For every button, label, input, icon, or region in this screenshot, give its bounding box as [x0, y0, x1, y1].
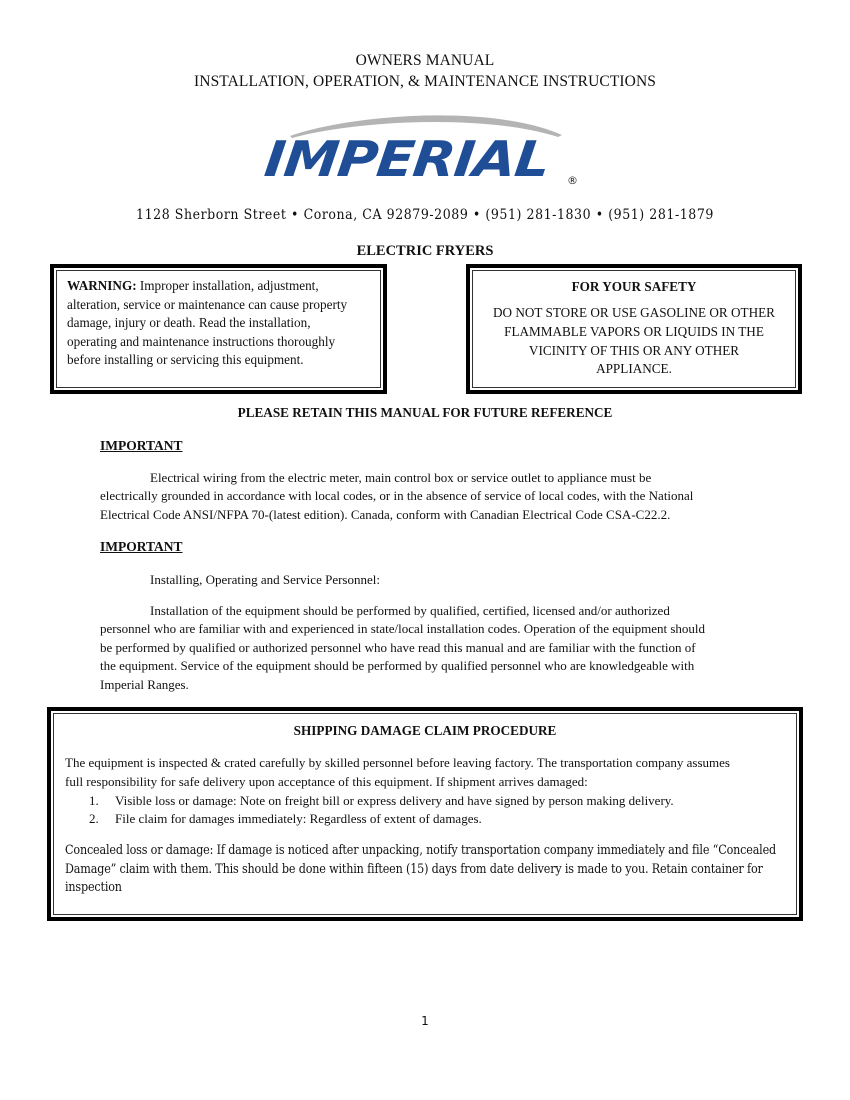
paragraph-line: electrically grounded in accordance with local codes, or in the absence of service of local codes, with the National — [100, 488, 694, 504]
safety-box — [466, 264, 802, 394]
safety-line: DO NOT STORE OR USE GASOLINE OR OTHER — [493, 305, 775, 320]
list-text: File claim for damages immediately: Regardless of extent of damages. — [115, 811, 482, 826]
warning-line: Improper installation, adjustment, — [136, 278, 319, 293]
safety-heading: FOR YOUR SAFETY — [571, 279, 697, 294]
personnel-intro: Installing, Operating and Service Personnel: — [150, 572, 380, 587]
paragraph-line: Concealed loss or damage: If damage is noticed after unpacking, notify transportation company immediately and file “Concealed — [65, 843, 777, 858]
paragraph-line: personnel who are familiar with and experienced in state/local installation codes. Operation of the equipment should — [100, 621, 706, 637]
paragraph-line: Damage” claim with them. This should be done within fifteen (15) days from date delivery is made to you. Retain container for — [65, 861, 763, 877]
paragraph-line: Electrical wiring from the electric meter, main control box or service outlet to appliance must be — [150, 470, 652, 485]
shipping-damage-box — [47, 707, 803, 921]
list-number: 2. — [89, 811, 99, 826]
page-number: 1 — [421, 1014, 429, 1028]
registered-mark: ® — [567, 174, 578, 187]
warning-line: operating and maintenance instructions thoroughly — [67, 333, 336, 349]
logo-wordmark: IMPERIAL — [261, 131, 553, 188]
paragraph-line: full responsibility for safe delivery upon acceptance of this equipment. If shipment arrives damaged: — [65, 773, 588, 789]
safety-text — [470, 304, 798, 379]
paragraph-line: Installation of the equipment should be performed by qualified, certified, licensed and/or authorized — [150, 603, 670, 618]
paragraph-line: The equipment is inspected & crated carefully by skilled personnel before leaving factory. The transportation company assumes — [65, 755, 730, 770]
warning-box — [50, 264, 387, 394]
concealed-damage-paragraph — [65, 842, 776, 898]
warning-line: alteration, service or maintenance can cause property — [67, 296, 348, 312]
imperial-logo — [262, 108, 592, 193]
safety-line: VICINITY OF THIS OR ANY OTHER — [528, 342, 740, 358]
paragraph-line: Electrical Code ANSI/NFPA 70-(latest edition). Canada, conform with Canadian Electrical Code CSA-C22.2. — [100, 506, 671, 522]
warning-line: before installing or servicing this equipment. — [67, 352, 304, 368]
paragraph-line: be performed by qualified or authorized personnel who have read this manual and are familiar with the function of — [100, 639, 696, 655]
paragraph-line: inspection — [65, 880, 122, 896]
important-paragraph-2 — [100, 602, 705, 694]
shipping-intro — [65, 754, 730, 791]
important-paragraph-1 — [100, 469, 693, 524]
product-title: ELECTRIC FRYERS — [356, 243, 494, 259]
safety-line: FLAMMABLE VAPORS OR LIQUIDS IN THE — [504, 323, 764, 339]
warning-line: damage, injury or death. Read the installation, — [67, 315, 311, 331]
company-address: 1128 Sherborn Street • Corona, CA 92879-2089 • (951) 281-1830 • (951) 281-1879 — [136, 207, 714, 223]
list-text: Visible loss or damage: Note on freight bill or express delivery and have signed by person making delivery. — [115, 793, 674, 808]
paragraph-line: the equipment. Service of the equipment should be performed by qualified personnel who are knowledgeable with — [100, 658, 695, 674]
list-number: 1. — [89, 793, 99, 808]
retain-notice: PLEASE RETAIN THIS MANUAL FOR FUTURE REFERENCE — [237, 405, 613, 420]
safety-line: APPLIANCE. — [596, 361, 672, 377]
paragraph-line: Imperial Ranges. — [100, 676, 189, 692]
manual-subtitle: INSTALLATION, OPERATION, & MAINTENANCE INSTRUCTIONS — [194, 73, 656, 90]
shipping-heading: SHIPPING DAMAGE CLAIM PROCEDURE — [293, 723, 557, 738]
manual-title: OWNERS MANUAL — [355, 52, 495, 69]
warning-text — [67, 277, 387, 370]
warning-label: WARNING: — [67, 278, 137, 293]
important-heading-2: IMPORTANT — [100, 539, 183, 554]
important-heading-1: IMPORTANT — [100, 438, 183, 453]
shipping-list-item — [89, 793, 674, 809]
shipping-list-item — [89, 811, 482, 827]
